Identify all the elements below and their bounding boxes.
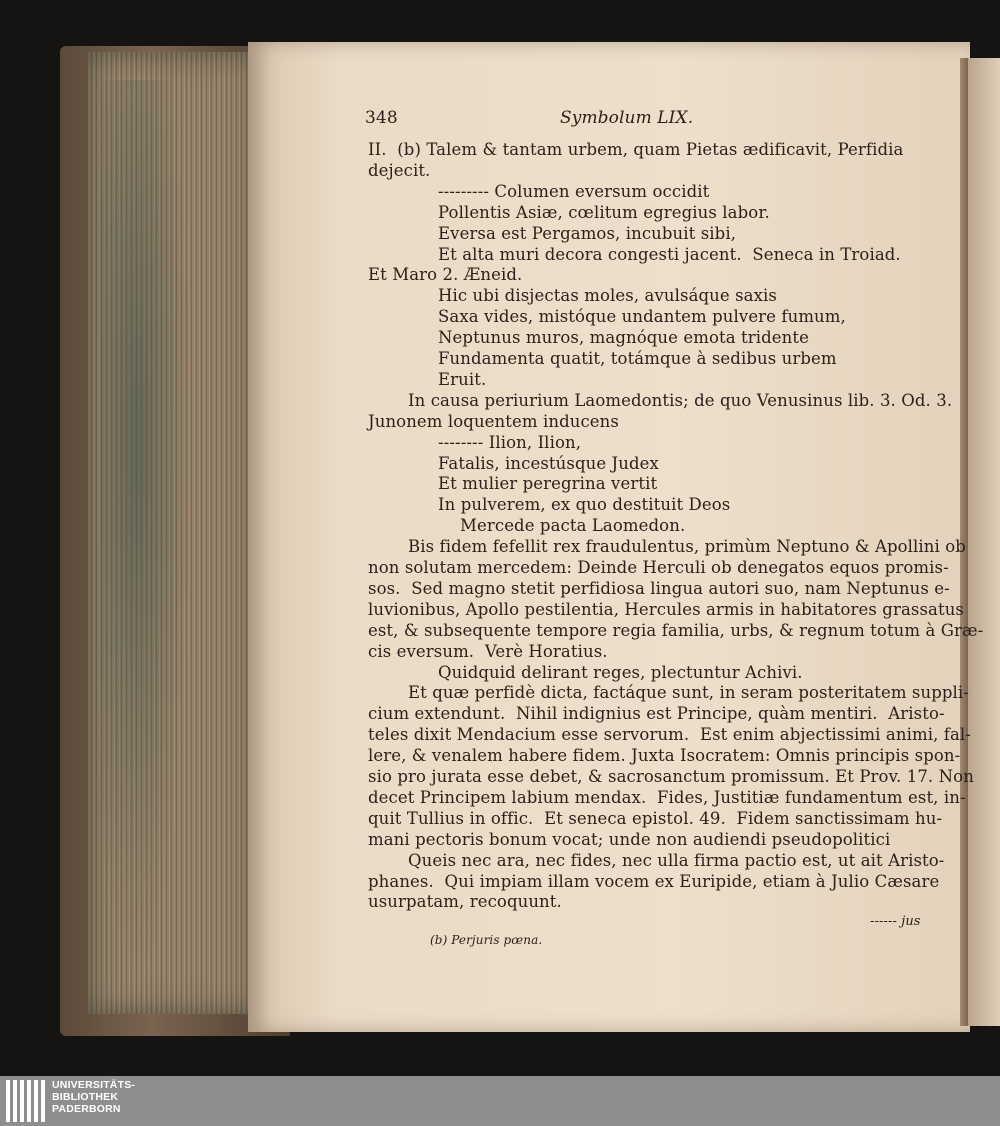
text-line: Hic ubi disjectas moles, avulsáque saxis (438, 286, 777, 305)
text-line: Et mulier peregrina vertit (438, 474, 658, 493)
text-line: In pulverem, ex quo destituit Deos (438, 495, 731, 514)
text-line: Et quæ perfidè dicta, factáque sunt, in seram posteritatem suppli- (408, 683, 969, 702)
text-line: est, & subsequente tempore regia familia, urbs, & regnum totum à Græ- (368, 621, 984, 640)
text-line: decet Principem labium mendax. Fides, Justitiæ fundamentum est, in- (368, 788, 966, 807)
facing-page-edge (968, 58, 1000, 1026)
text-line: Eversa est Pergamos, incubuit sibi, (438, 224, 737, 243)
text-line: lere, & venalem habere fidem. Juxta Isocratem: Omnis principis spon- (368, 746, 961, 765)
text-line: Bis fidem fefellit rex fraudulentus, primùm Neptuno & Apollini ob (408, 537, 966, 556)
text-line: Eruit. (438, 370, 487, 389)
text-line: Junonem loquentem inducens (368, 412, 619, 431)
text-line: dejecit. (368, 161, 431, 180)
text-line: Queis nec ara, nec fides, nec ulla firma pactio est, ut ait Aristo- (408, 851, 945, 870)
text-line: teles dixit Mendacium esse servorum. Est enim abjectissimi animi, fal- (368, 725, 971, 744)
library-name-line2: BIBLIOTHEK (52, 1091, 119, 1103)
text-line: Pollentis Asiæ, cœlitum egregius labor. (438, 203, 770, 222)
text-line: --------- Columen eversum occidit (438, 182, 710, 201)
text-line: Quidquid delirant reges, plectuntur Achivi. (438, 663, 803, 682)
text-line: usurpatam, recoquunt. (368, 892, 562, 911)
text-line: -------- Ilion, Ilion, (438, 433, 582, 452)
library-footer (0, 1076, 1000, 1126)
text-line: In causa periurium Laomedontis; de quo Venusinus lib. 3. Od. 3. (408, 391, 953, 410)
text-line: II. (b) Talem & tantam urbem, quam Pietas ædificavit, Perfidia (368, 140, 904, 159)
running-title: Symbolum LIX. (560, 108, 694, 128)
text-line: Saxa vides, mistóque undantem pulvere fumum, (438, 307, 846, 326)
text-line: Et alta muri decora congesti jacent. Seneca in Troiad. (438, 245, 901, 264)
text-line: sio pro jurata esse debet, & sacrosanctum promissum. Et Prov. 17. Non (368, 767, 974, 786)
edge-stain (100, 80, 190, 980)
library-logo-icon (6, 1080, 46, 1122)
text-line: phanes. Qui impiam illam vocem ex Euripide, etiam à Julio Cæsare (368, 872, 940, 891)
text-line: non solutam mercedem: Deinde Herculi ob denegatos equos promis- (368, 558, 949, 577)
footnote: (b) Perjuris pœna. (430, 933, 543, 947)
page-number: 348 (365, 108, 398, 128)
text-line: sos. Sed magno stetit perfidiosa lingua autori suo, nam Neptunus e- (368, 579, 950, 598)
text-line: Neptunus muros, magnóque emota tridente (438, 328, 809, 347)
text-line: quit Tullius in offic. Et seneca epistol. 49. Fidem sanctissimam hu- (368, 809, 943, 828)
text-line: luvionibus, Apollo pestilentia, Hercules armis in habitatores grassatus (368, 600, 964, 619)
text-line: mani pectoris bonum vocat; unde non audiendi pseudopolitici (368, 830, 891, 849)
catchword: ------ jus (870, 914, 921, 929)
text-line: cium extendunt. Nihil indignius est Principe, quàm mentiri. Aristo- (368, 704, 945, 723)
text-line: Fatalis, incestúsque Judex (438, 454, 659, 473)
text-line: Fundamenta quatit, totámque à sedibus urbem (438, 349, 837, 368)
text-line: cis eversum. Verè Horatius. (368, 642, 608, 661)
library-name-line1: UNIVERSITÄTS- (52, 1079, 136, 1091)
text-line: Mercede pacta Laomedon. (460, 516, 686, 535)
library-name-line3: PADERBORN (52, 1103, 121, 1115)
text-line: Et Maro 2. Æneid. (368, 265, 523, 284)
